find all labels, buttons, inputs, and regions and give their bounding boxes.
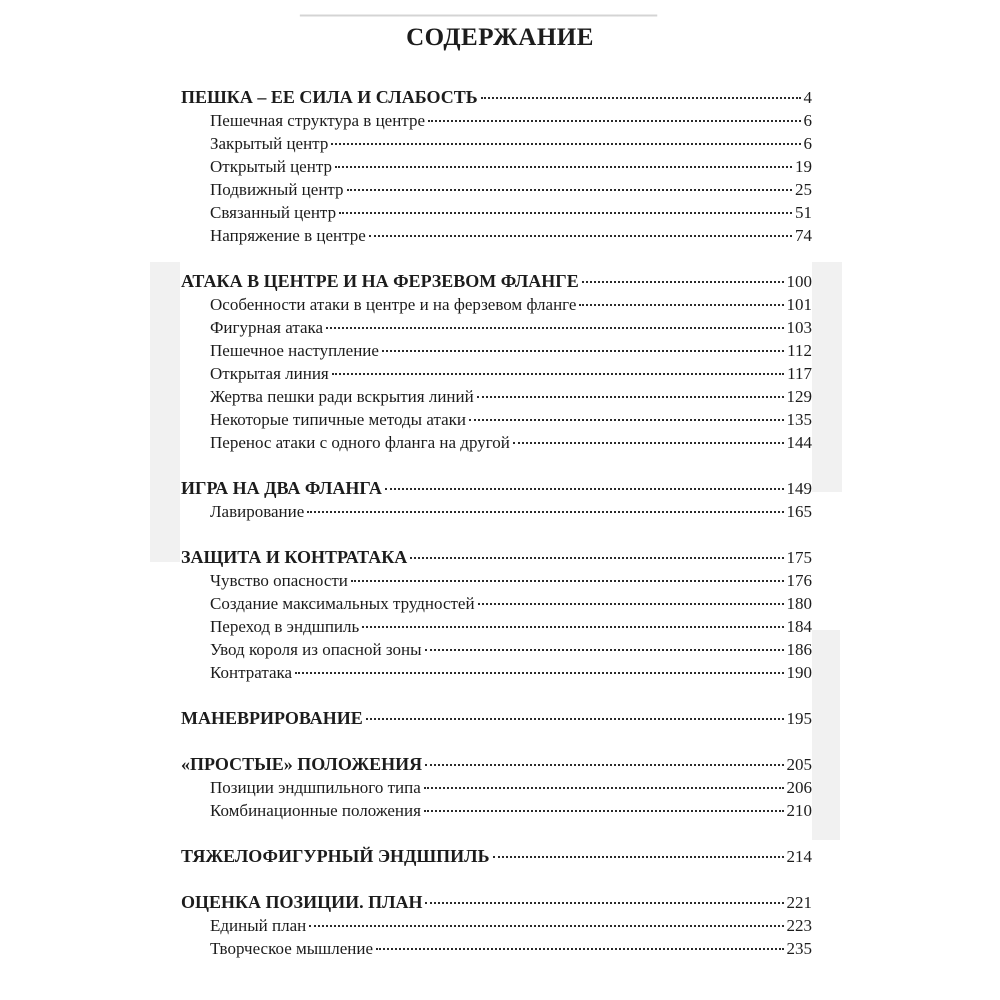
page-number: 101 (786, 295, 812, 314)
dot-leader (382, 350, 784, 352)
page-number: 74 (795, 226, 812, 245)
dot-leader (326, 327, 783, 329)
subsection-title: Фигурная атака (210, 318, 324, 337)
dot-leader (425, 649, 784, 651)
subsection-title: Некоторые типичные методы атаки (210, 410, 466, 429)
toc-subsection-row[interactable] (181, 385, 812, 408)
subsection-title: Позиции эндшпильного типа (210, 778, 421, 797)
dot-leader (410, 557, 783, 559)
toc-chapter-row[interactable] (181, 753, 812, 776)
page-number: 117 (787, 364, 812, 383)
subsection-title: Перенос атаки с одного фланга на другой (210, 433, 510, 452)
toc-section (181, 86, 812, 247)
subsection-title: Единый план (210, 916, 307, 935)
page-number: 6 (803, 111, 812, 130)
page-number: 144 (786, 433, 812, 452)
dot-leader (424, 787, 784, 789)
page-number: 235 (786, 939, 812, 958)
subsection-title: Переход в эндшпиль (210, 617, 360, 636)
dot-leader (582, 281, 784, 283)
chapter-title: ПЕШКА – ЕЕ СИЛА И СЛАБОСТЬ (181, 87, 478, 107)
toc-chapter-row[interactable] (181, 845, 812, 868)
subsection-title: Увод короля из опасной зоны (210, 640, 422, 659)
toc-section (181, 753, 812, 822)
page-number: 221 (786, 893, 812, 912)
toc-subsection-row[interactable] (181, 109, 812, 132)
dot-leader (477, 396, 784, 398)
toc-section (181, 845, 812, 868)
subsection-title: Комбинационные положения (210, 801, 421, 820)
table-of-contents (181, 86, 812, 960)
page-number: 135 (786, 410, 812, 429)
page-number: 19 (795, 157, 812, 176)
subsection-title: Закрытый центр (210, 134, 329, 153)
dot-leader (385, 488, 784, 490)
page-number: 149 (786, 479, 812, 498)
toc-chapter-row[interactable] (181, 707, 812, 730)
subsection-title: Пешечная структура в центре (210, 111, 425, 130)
toc-subsection-row[interactable] (181, 914, 812, 937)
page-number: 165 (786, 502, 812, 521)
subsection-title: Чувство опасности (210, 571, 348, 590)
dot-leader (295, 672, 783, 674)
toc-section (181, 546, 812, 684)
toc-subsection-row[interactable] (181, 776, 812, 799)
subsection-title: Открытый центр (210, 157, 332, 176)
dot-leader (331, 143, 800, 145)
subsection-title: Особенности атаки в центре и на ферзевом фланге (210, 295, 577, 314)
dot-leader (369, 235, 792, 237)
subsection-title: Связанный центр (210, 203, 337, 222)
dot-leader (309, 925, 783, 927)
page-number: 214 (786, 847, 812, 866)
subsection-title: Пешечное наступление (210, 341, 379, 360)
dot-leader (335, 166, 792, 168)
dot-leader (351, 580, 784, 582)
toc-subsection-row[interactable] (181, 201, 812, 224)
dot-leader (478, 603, 784, 605)
toc-subsection-row[interactable] (181, 569, 812, 592)
page-number: 190 (786, 663, 812, 682)
page-number: 175 (786, 548, 812, 567)
toc-chapter-row[interactable] (181, 270, 812, 293)
dot-leader (469, 419, 784, 421)
page-number: 129 (786, 387, 812, 406)
toc-subsection-row[interactable] (181, 316, 812, 339)
toc-subsection-row[interactable] (181, 937, 812, 960)
dot-leader (513, 442, 784, 444)
page-number: 210 (786, 801, 812, 820)
page-number: 25 (795, 180, 812, 199)
toc-subsection-row[interactable] (181, 431, 812, 454)
toc-subsection-row[interactable] (181, 293, 812, 316)
toc-chapter-row[interactable] (181, 86, 812, 109)
dot-leader (347, 189, 792, 191)
page-number: 100 (786, 272, 812, 291)
dot-leader (424, 810, 784, 812)
page-number: 195 (786, 709, 812, 728)
dot-leader (481, 97, 801, 99)
dot-leader (332, 373, 784, 375)
dot-leader (362, 626, 783, 628)
toc-subsection-row[interactable] (181, 408, 812, 431)
page-number: 184 (786, 617, 812, 636)
chapter-title: АТАКА В ЦЕНТРЕ И НА ФЕРЗЕВОМ ФЛАНГЕ (181, 271, 579, 291)
toc-subsection-row[interactable] (181, 362, 812, 385)
toc-subsection-row[interactable] (181, 132, 812, 155)
page-number: 205 (786, 755, 812, 774)
dot-leader (366, 718, 784, 720)
toc-subsection-row[interactable] (181, 799, 812, 822)
chapter-title: «ПРОСТЫЕ» ПОЛОЖЕНИЯ (181, 754, 423, 774)
toc-chapter-row[interactable] (181, 477, 812, 500)
toc-section (181, 891, 812, 960)
toc-subsection-row[interactable] (181, 155, 812, 178)
subsection-title: Подвижный центр (210, 180, 344, 199)
page-number: 51 (795, 203, 812, 222)
toc-subsection-row[interactable] (181, 339, 812, 362)
page-number: 176 (786, 571, 812, 590)
toc-chapter-row[interactable] (181, 891, 812, 914)
chapter-title: МАНЕВРИРОВАНИЕ (181, 708, 363, 728)
page-number: 112 (787, 341, 812, 360)
toc-section (181, 270, 812, 454)
subsection-title: Лавирование (210, 502, 305, 521)
page-number: 180 (786, 594, 812, 613)
dot-leader (376, 948, 783, 950)
page-number: 186 (786, 640, 812, 659)
dot-leader (425, 764, 783, 766)
subsection-title: Жертва пешки ради вскрытия линий (210, 387, 474, 406)
chapter-title: ЗАЩИТА И КОНТРАТАКА (181, 547, 408, 567)
subsection-title: Открытая линия (210, 364, 329, 383)
toc-subsection-row[interactable] (181, 178, 812, 201)
toc-section (181, 477, 812, 523)
chapter-title: ИГРА НА ДВА ФЛАНГА (181, 478, 382, 498)
dot-leader (493, 856, 784, 858)
toc-subsection-row[interactable] (181, 500, 812, 523)
subsection-title: Творческое мышление (210, 939, 374, 958)
dot-leader (339, 212, 792, 214)
page-title: СОДЕРЖАНИЕ (406, 24, 594, 51)
toc-chapter-row[interactable] (181, 546, 812, 569)
page-number: 223 (786, 916, 812, 935)
subsection-title: Создание максимальных трудностей (210, 594, 475, 613)
dot-leader (307, 511, 783, 513)
toc-subsection-row[interactable] (181, 638, 812, 661)
page-number: 6 (803, 134, 812, 153)
chapter-title: ОЦЕНКА ПОЗИЦИИ. ПЛАН (181, 892, 423, 912)
chapter-title: ТЯЖЕЛОФИГУРНЫЙ ЭНДШПИЛЬ (181, 846, 490, 866)
subsection-title: Контратака (210, 663, 293, 682)
toc-subsection-row[interactable] (181, 592, 812, 615)
page-number: 206 (786, 778, 812, 797)
page-number: 103 (786, 318, 812, 337)
page-number: 4 (803, 88, 812, 107)
toc-subsection-row[interactable] (181, 224, 812, 247)
subsection-title: Напряжение в центре (210, 226, 366, 245)
toc-section (181, 707, 812, 730)
toc-subsection-row[interactable] (181, 615, 812, 638)
toc-subsection-row[interactable] (181, 661, 812, 684)
dot-leader (425, 902, 783, 904)
dot-leader (579, 304, 783, 306)
dot-leader (428, 120, 801, 122)
